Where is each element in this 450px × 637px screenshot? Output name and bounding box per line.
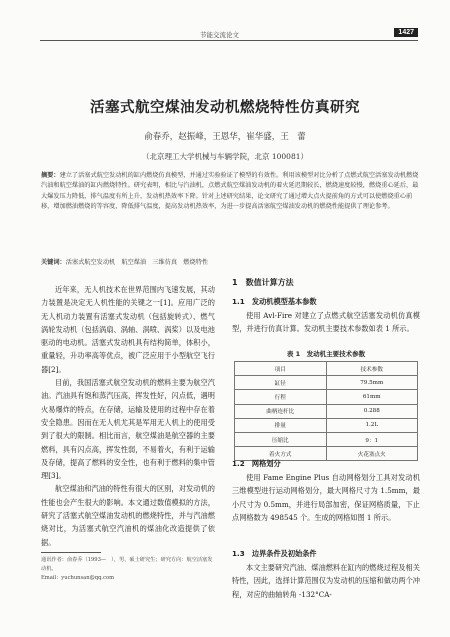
table-cell: 压缩比	[235, 432, 327, 446]
footnote-author: 通讯作者：俞春乔（1993— ），男，硕士研究生；研究方向：航空活塞发动机。	[41, 557, 213, 572]
authors: 俞春乔，赵振峰，王恩华，崔华盛，王 蕾	[144, 132, 306, 142]
parameter-table	[234, 361, 418, 461]
keywords-text: 活塞式航空发动机 航空煤油 三维仿真 燃烧特性	[65, 259, 209, 266]
left-column	[41, 283, 215, 549]
header-journal: 节能交流论文	[200, 31, 239, 39]
table-row	[235, 390, 418, 404]
section-heading: 1 数值计算方法	[232, 278, 294, 287]
intro-paragraph: 目前，我国活塞式航空发动机的燃料主要为航空汽油。汽油具有饱和蒸汽压高，挥发性好，闪点低，遇明火易爆炸的特点，在存储，运输及使用的过程中存在着安全隐患。因而在无人机尤其是军用无人机上的使用受到了很大的限制。相比而言，航空煤油是航空器的主要燃料，具有闪点高，挥发性弱，不易着火，有利于运输及存储，提高了燃料的安全性，也有利于燃料的集中管理[3]。	[41, 378, 215, 481]
abstract	[41, 171, 419, 213]
table-cell: 1.2L	[326, 418, 418, 432]
table-header-row	[235, 362, 418, 376]
table-caption: 表 1 发动机主要技术参数	[286, 350, 366, 358]
paragraph	[232, 309, 420, 336]
footnote	[41, 556, 215, 583]
subsection-heading: 1.1 发动机模型基本参数	[232, 297, 317, 306]
table-cell: 着火方式	[235, 447, 327, 461]
paragraph-text: 使用 Fame Engine Plus 自动网格划分工具对发动机三维模型进行运动网格划分，最大网格尺寸为 1.5mm，最小尺寸为 0.5mm，并进行局部加密，保证网格质量，下止点网格数为 498545 个。生成的网格如图 1 所示。	[232, 473, 420, 522]
table-cell: 排量	[235, 418, 327, 432]
table-cell: 61mm	[326, 390, 418, 404]
running-header	[40, 30, 418, 42]
paper-title: 活塞式航空煤油发动机燃烧特性仿真研究	[90, 100, 360, 116]
header-rule	[40, 40, 418, 41]
table-cell: 79.5mm	[326, 376, 418, 390]
affiliation: （北京理工大学机械与车辆学院，北京 100081）	[141, 152, 308, 161]
table-cell: 火花塞点火	[326, 447, 418, 461]
table-row	[235, 432, 418, 446]
subsection-heading: 1.3 边界条件及初始条件	[232, 549, 317, 558]
keywords-label: 关键词：	[41, 259, 66, 266]
footnote-rule	[41, 552, 101, 553]
subsection-heading: 1.2 网格划分	[232, 459, 281, 468]
table-cell: 曲柄连杆比	[235, 404, 327, 418]
intro-paragraph: 近年来，无人机技术在世界范围内飞速发展，其动力装置是决定无人机性能的关键之一[1]。应用广泛的无人机动力装置有活塞式发动机（包括旋转式）、燃气涡轮发动机（包括涡扇、涡轴、涡喷、涡桨）以及电池驱动的电动机。活塞式发动机具有结构简单，体积小，重量轻，升功率高等优点，被广泛应用于小型航空飞行器[2]。	[41, 285, 215, 374]
table-row	[235, 418, 418, 432]
abstract-text: 建立了活塞式航空发动机的缸内燃烧仿真模型，并通过实验验证了模型的有效性。利用该模型对比分析了点燃式航空活塞发动机燃烧汽油和航空煤油的缸内燃烧特性。研究表明，相比与汽油机，点燃式航空煤油发动机的着火延迟期较长，燃烧速度较慢，燃烧重心延后，最大爆发压力降低，排气温度有所上升，发动机热效率下降。针对上述研究结果，论文研究了通过增大点火提前角的方式可以使燃烧重心前移，增加燃油燃烧的等容度，降低排气温度，提高发动机热效率，为进一步提高活塞航空煤油发动机的燃烧性能提供了理论参考。	[41, 172, 419, 211]
keywords	[41, 257, 208, 266]
table-header-cell: 技术参数	[326, 362, 418, 376]
footnote-email: Email：yuchunsan@qq.com	[41, 575, 115, 581]
table-row	[235, 404, 418, 418]
paragraph	[232, 471, 420, 524]
table-cell: 缸径	[235, 376, 327, 390]
table-header-cell: 项目	[235, 362, 327, 376]
intro-paragraph: 航空煤油和汽油的特性有很大的区别，对发动机的性能也会产生很大的影响。本文通过数值模拟的方法，研究了活塞式航空煤油发动机的燃烧特性，并与汽油燃烧对比，为活塞式航空汽油机的煤油化改造提供了依据。	[41, 484, 215, 547]
table-cell: 9：1	[326, 432, 418, 446]
paragraph-text: 本文主要研究汽油、煤油燃料在缸内的燃烧过程及相关特性，因此，选择计算范围仅为发动机的压缩和做功两个冲程，对应的曲轴转角 -132°CA-	[232, 563, 420, 599]
table-row	[235, 376, 418, 390]
table-cell: 0.288	[326, 404, 418, 418]
table-cell: 行程	[235, 390, 327, 404]
paragraph	[232, 561, 420, 601]
paragraph-text: 使用 Avl-Fire 对建立了点燃式航空活塞发动机仿真模型，并进行仿真计算。发动机主要技术参数如表 1 所示。	[232, 311, 420, 334]
abstract-label: 摘要：	[41, 172, 60, 179]
page-number: 1427	[394, 28, 418, 37]
